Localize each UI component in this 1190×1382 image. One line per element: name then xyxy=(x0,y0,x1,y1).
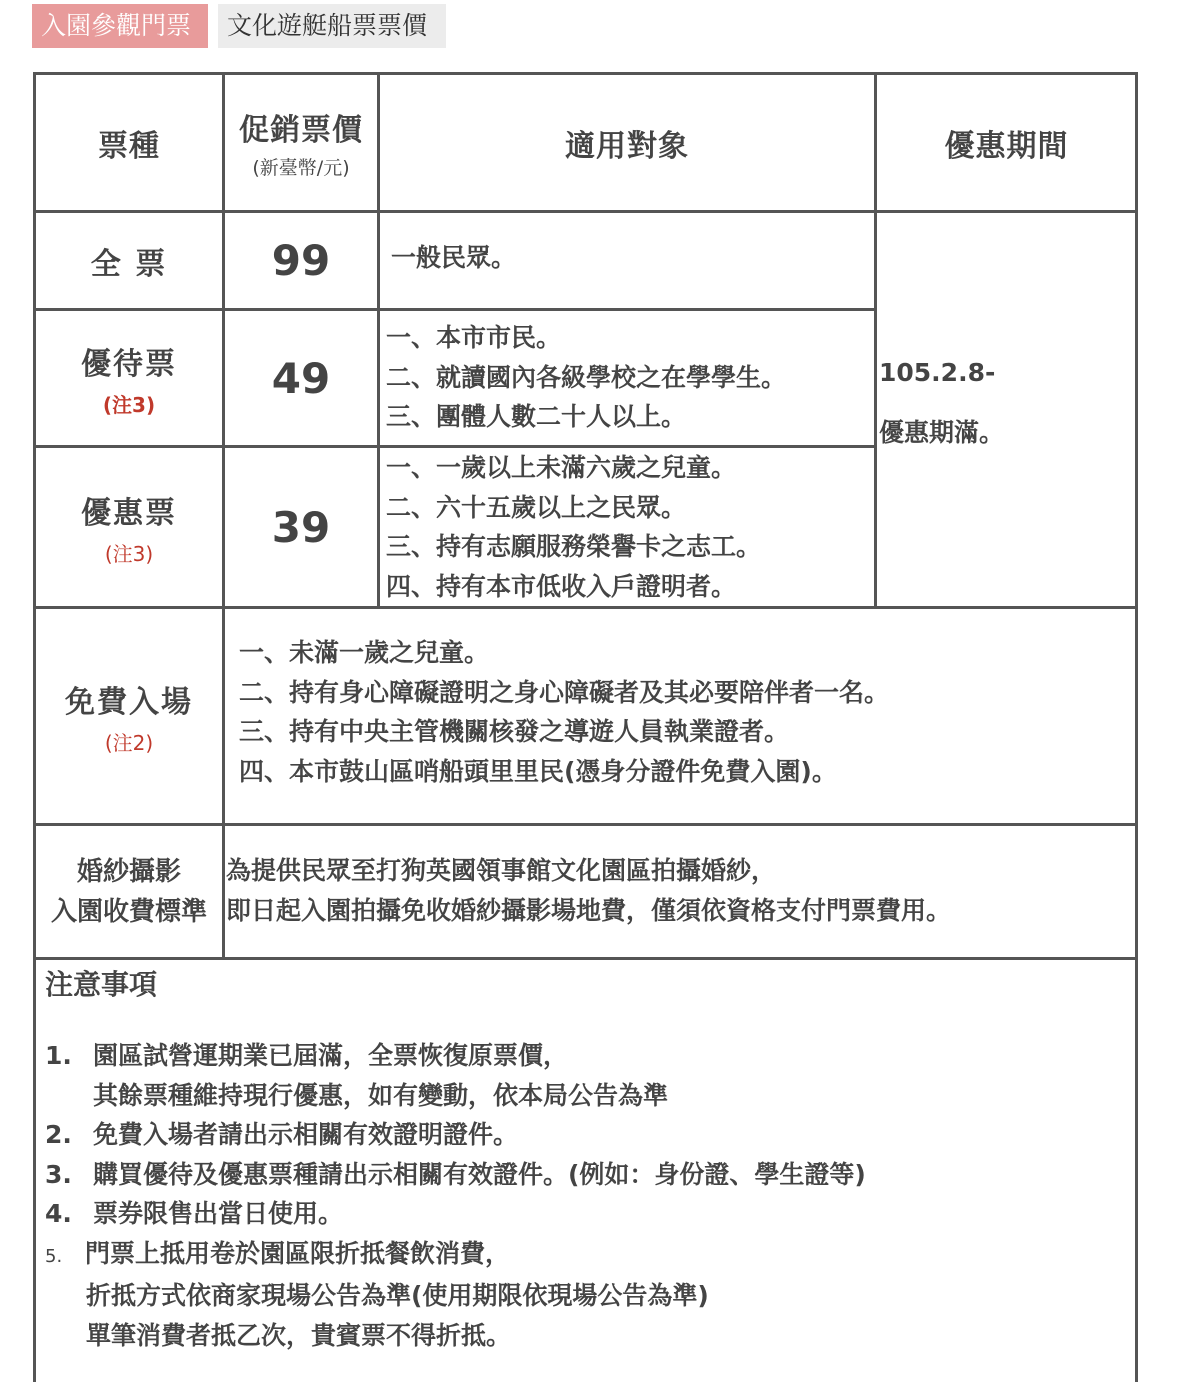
note-item xyxy=(45,1036,1130,1076)
tab-admission-tickets[interactable]: 入園參觀門票 xyxy=(32,4,208,48)
target-line: 二、六十五歲以上之民眾。 xyxy=(386,492,687,522)
ticket-type-label: 優待票 xyxy=(81,346,177,382)
period-end: 優惠期滿。 xyxy=(879,418,1005,447)
target-line: 二、持有身心障礙證明之身心障礙者及其必要陪伴者一名。 xyxy=(239,677,890,707)
note-number: 1. xyxy=(45,1041,72,1070)
note-text: 園區試營運期業已屆滿，全票恢復原票價， xyxy=(93,1041,569,1070)
notes-list xyxy=(45,1036,1130,1355)
note-number: 3. xyxy=(45,1159,72,1189)
note-item-continued: 折抵方式依商家現場公告為準(使用期限依現場公告為準) xyxy=(86,1281,709,1310)
header-target-label: 適用對象 xyxy=(565,128,689,164)
note-item xyxy=(45,1115,1130,1155)
ticket-tabs xyxy=(32,4,446,48)
ticket-type-label: 免費入場 xyxy=(65,684,193,720)
row-concession-price xyxy=(225,311,377,445)
row-full-targets xyxy=(391,238,871,278)
wedding-label-line: 入園收費標準 xyxy=(50,896,207,927)
row-free-type xyxy=(36,609,222,823)
note-number: 4. xyxy=(45,1199,72,1228)
header-target xyxy=(380,75,874,210)
header-price-label: 促銷票價 xyxy=(239,113,363,148)
row-discount-price xyxy=(225,448,377,606)
notes-section xyxy=(45,963,1130,1355)
tab-yacht-tickets[interactable]: 文化遊艇船票票價 xyxy=(218,4,446,48)
target-line: 三、持有志願服務榮譽卡之志工。 xyxy=(386,532,762,561)
discount-period xyxy=(879,358,1134,449)
header-period xyxy=(877,75,1136,210)
row-wedding-text xyxy=(226,851,1131,930)
header-price xyxy=(225,75,377,210)
target-line: 三、團體人數二十人以上。 xyxy=(386,402,687,431)
header-price-unit: (新臺幣/元) xyxy=(252,157,350,179)
wedding-text-line: 即日起入園拍攝免收婚紗攝影場地費，僅須依資格支付門票費用。 xyxy=(226,895,952,925)
target-line: 一般民眾。 xyxy=(391,243,517,272)
note-item xyxy=(45,1155,1130,1195)
target-line: 四、本市鼓山區哨船頭里里民(憑身分證件免費入園)。 xyxy=(239,756,837,786)
note-text: 門票上抵用卷於園區限折抵餐飲消費， xyxy=(85,1238,511,1268)
wedding-text-line: 為提供民眾至打狗英國領事館文化園區拍攝婚紗， xyxy=(226,856,777,885)
period-start: 105.2.8- xyxy=(879,358,996,387)
note-ref: (注2) xyxy=(104,730,154,755)
note-ref: (注3) xyxy=(104,541,154,566)
note-ref: (注3) xyxy=(102,392,156,417)
row-concession-type xyxy=(36,311,222,445)
note-number: 2. xyxy=(45,1120,72,1149)
note-item-continued: 其餘票種維持現行優惠，如有變動，依本局公告為準 xyxy=(93,1080,669,1110)
target-line: 三、持有中央主管機關核發之導遊人員執業證者。 xyxy=(239,717,790,746)
header-ticket-type-label: 票種 xyxy=(98,128,160,164)
row-free-targets xyxy=(239,633,1129,791)
note-number: 5. xyxy=(45,1245,63,1267)
note-item xyxy=(45,1194,1130,1234)
row-discount-targets xyxy=(386,448,872,606)
wedding-label-line: 婚紗攝影 xyxy=(76,856,181,887)
target-line: 二、就讀國內各級學校之在學學生。 xyxy=(386,362,787,392)
price-value: 39 xyxy=(271,502,331,552)
header-ticket-type xyxy=(36,75,222,210)
ticket-type-label: 全 票 xyxy=(90,246,168,282)
ticket-price-table xyxy=(33,72,1138,1382)
note-text: 購買優待及優惠票種請出示相關有效證件。(例如：身份證、學生證等) xyxy=(93,1159,866,1189)
note-item xyxy=(45,1234,1130,1277)
ticket-type-label: 優惠票 xyxy=(81,495,177,531)
row-wedding-label xyxy=(36,826,222,957)
note-text: 免費入場者請出示相關有效證明證件。 xyxy=(93,1120,519,1149)
note-text: 票券限售出當日使用。 xyxy=(93,1199,344,1228)
header-period-label: 優惠期間 xyxy=(944,128,1069,164)
target-line: 一、一歲以上未滿六歲之兒童。 xyxy=(386,453,737,482)
divider xyxy=(36,957,1136,960)
price-value: 49 xyxy=(271,353,331,403)
row-full-price xyxy=(225,213,377,308)
target-line: 一、未滿一歲之兒童。 xyxy=(239,638,490,667)
notes-title: 注意事項 xyxy=(45,968,158,1001)
row-discount-type xyxy=(36,448,222,606)
note-item-continued: 單筆消費者抵乙次，貴賓票不得折抵。 xyxy=(86,1320,512,1350)
row-full-type xyxy=(36,213,222,308)
target-line: 四、持有本市低收入戶證明者。 xyxy=(386,571,737,601)
price-value: 99 xyxy=(271,236,331,285)
row-concession-targets xyxy=(386,318,872,437)
target-line: 一、本市市民。 xyxy=(386,323,562,352)
